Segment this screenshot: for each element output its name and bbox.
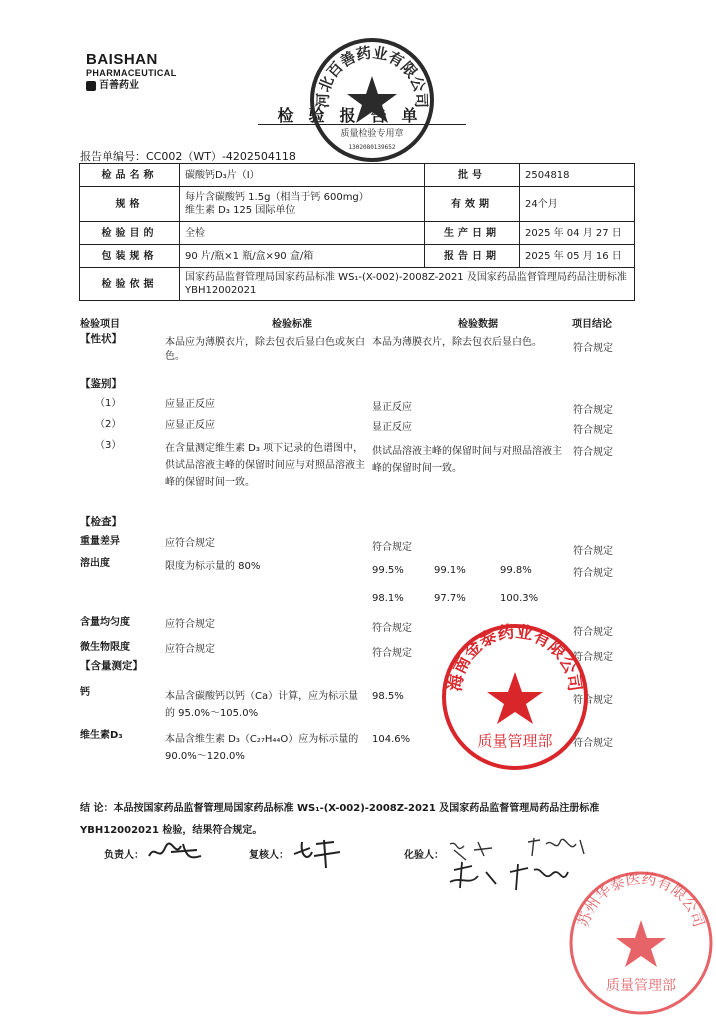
company-seal-bottom — [566, 868, 716, 1018]
table-row — [80, 245, 635, 268]
dissolution-value: 99.5% — [372, 565, 404, 576]
value-validity: 24个月 — [520, 187, 635, 222]
reviewer-signature — [290, 838, 350, 872]
id3-standard: 在含量测定维生素 D₃ 项下记录的色谱图中，供试品溶液主峰的保留时间应与对照品溶液主峰的保留时间一致。 — [165, 443, 365, 488]
ca-label: 钙 — [80, 687, 90, 698]
id1-data: 显正反应 — [372, 402, 412, 413]
id2-label: （2） — [95, 419, 122, 430]
seal-number: 1302080139652 — [348, 144, 396, 151]
section-inspection: 【检查】 — [80, 516, 122, 528]
uniformity-standard: 应符合规定 — [165, 619, 215, 630]
micro-result: 符合规定 — [573, 652, 613, 663]
label-spec: 规格 — [80, 187, 180, 222]
label-product-name: 检品名称 — [80, 164, 180, 187]
appearance-result: 符合规定 — [573, 343, 613, 354]
uniformity-data: 符合规定 — [372, 623, 412, 634]
seal-name: 河北百善药业有限公司 — [313, 43, 431, 109]
tester-label: 化验人： — [404, 850, 444, 861]
micro-label: 微生物限度 — [80, 642, 130, 653]
label-validity: 有效期 — [425, 187, 520, 222]
value-batch: 2504818 — [520, 164, 635, 187]
table-row — [80, 268, 635, 301]
id3-label: （3） — [95, 440, 122, 451]
ca-data: 98.5% — [372, 691, 404, 702]
micro-standard: 应符合规定 — [165, 644, 215, 655]
label-report-date: 报告日期 — [425, 245, 520, 268]
col-data: 检验数据 — [458, 319, 498, 330]
id2-data: 显正反应 — [372, 422, 412, 433]
conclusion: 结 论：本品按国家药品监督管理局国家药品标准 WS₁-(X-002)-2008Z-2021 及国家药品监督管理局药品注册标准 YBH12002021 检验，结果符合规定。 — [80, 803, 600, 836]
responsible-label: 负责人： — [104, 850, 144, 861]
section-identification: 【鉴别】 — [80, 378, 122, 390]
logo-text-en-sub: PHARMACEUTICAL — [86, 68, 177, 78]
logo-mark-icon — [86, 81, 96, 91]
value-report-date: 2025 年 05 月 16 日 — [520, 245, 635, 268]
table-row — [80, 187, 635, 222]
value-production-date: 2025 年 04 月 27 日 — [520, 222, 635, 245]
seal-sub: 质量检验专用章 — [340, 129, 404, 139]
id2-standard: 应显正反应 — [165, 420, 215, 431]
seal-name: 苏州华泰医药有限公司 — [574, 869, 708, 930]
label-basis: 检验依据 — [80, 268, 180, 301]
dissolution-value: 97.7% — [434, 593, 466, 604]
id1-standard: 应显正反应 — [165, 399, 215, 410]
section-assay: 【含量测定】 — [80, 660, 143, 672]
uniformity-label: 含量均匀度 — [80, 617, 130, 628]
id1-result: 符合规定 — [573, 405, 613, 416]
seal-sub: 质量管理部 — [477, 732, 553, 750]
seal-sub: 质量管理部 — [606, 978, 676, 994]
dissolution-result: 符合规定 — [573, 568, 613, 579]
company-seal-top — [308, 36, 436, 164]
weight-result: 符合规定 — [573, 546, 613, 557]
micro-data: 符合规定 — [372, 648, 412, 659]
col-conclusion: 项目结论 — [572, 319, 612, 330]
section-appearance: 【性状】 — [80, 333, 122, 345]
logo-cn-label: 百善药业 — [99, 80, 139, 91]
label-batch: 批号 — [425, 164, 520, 187]
ca-standard: 本品含碳酸钙以钙（Ca）计算，应为标示量的 95.0%～105.0% — [165, 691, 359, 719]
dissolution-value: 98.1% — [372, 593, 404, 604]
company-seal-middle — [440, 622, 590, 772]
logo-text-en: BAISHAN — [86, 51, 158, 68]
appearance-standard: 本品应为薄膜衣片，除去包衣后显白色或灰白色。 — [165, 337, 365, 362]
dissolution-value: 99.8% — [500, 565, 532, 576]
vd-label: 维生素D₃ — [80, 730, 123, 741]
value-packaging: 90 片/瓶×1 瓶/盒×90 盒/箱 — [180, 245, 425, 268]
label-production-date: 生产日期 — [425, 222, 520, 245]
id3-result: 符合规定 — [573, 447, 613, 458]
page-title: 检验报告单 — [277, 106, 433, 125]
id2-result: 符合规定 — [573, 425, 613, 436]
seal-star-icon — [487, 672, 543, 724]
seal-name: 海南金泰药业有限公司 — [445, 622, 585, 693]
product-info-table — [79, 163, 635, 301]
responsible-signature — [145, 838, 205, 866]
dissolution-value: 100.3% — [500, 593, 539, 604]
vd-result: 符合规定 — [573, 738, 613, 749]
dissolution-label: 溶出度 — [80, 558, 110, 569]
label-packaging: 包装规格 — [80, 245, 180, 268]
logo-text-cn — [86, 79, 177, 92]
dissolution-standard: 限度为标示量的 80% — [165, 561, 261, 572]
col-standard: 检验标准 — [272, 319, 312, 330]
appearance-data: 本品为薄膜衣片，除去包衣后显白色。 — [372, 337, 542, 348]
table-row — [80, 164, 635, 187]
reviewer-label: 复核人： — [249, 850, 289, 861]
id3-data: 供试品溶液主峰的保留时间与对照品溶液主峰的保留时间一致。 — [372, 446, 562, 474]
dissolution-value: 99.1% — [434, 565, 466, 576]
ca-result: 符合规定 — [573, 695, 613, 706]
vd-data: 104.6% — [372, 734, 411, 745]
id1-label: （1） — [95, 398, 122, 409]
value-product-name: 碳酸钙D₃片（I） — [180, 164, 425, 187]
col-item: 检验项目 — [80, 319, 120, 330]
value-purpose: 全检 — [180, 222, 425, 245]
weight-data: 符合规定 — [372, 542, 412, 553]
seal-star-icon — [616, 920, 666, 967]
value-basis: 国家药品监督管理局国家药品标准 WS₁-(X-002)-2008Z-2021 及国家药品监督管理局药品注册标准 YBH12002021 — [180, 268, 635, 301]
value-spec: 每片含碳酸钙 1.5g（相当于钙 600mg） 维生素 D₃ 125 国际单位 — [180, 187, 425, 222]
uniformity-result: 符合规定 — [573, 627, 613, 638]
company-logo — [86, 52, 177, 92]
report-number: 报告单编号：CC002（WT）-4202504118 — [80, 150, 296, 163]
seal-star-icon — [347, 76, 397, 123]
table-row — [80, 222, 635, 245]
vd-standard: 本品含维生素 D₃（C₂₇H₄₄O）应为标示量的 90.0%～120.0% — [165, 734, 359, 762]
label-purpose: 检验目的 — [80, 222, 180, 245]
weight-label: 重量差异 — [80, 536, 120, 547]
weight-standard: 应符合规定 — [165, 538, 215, 549]
